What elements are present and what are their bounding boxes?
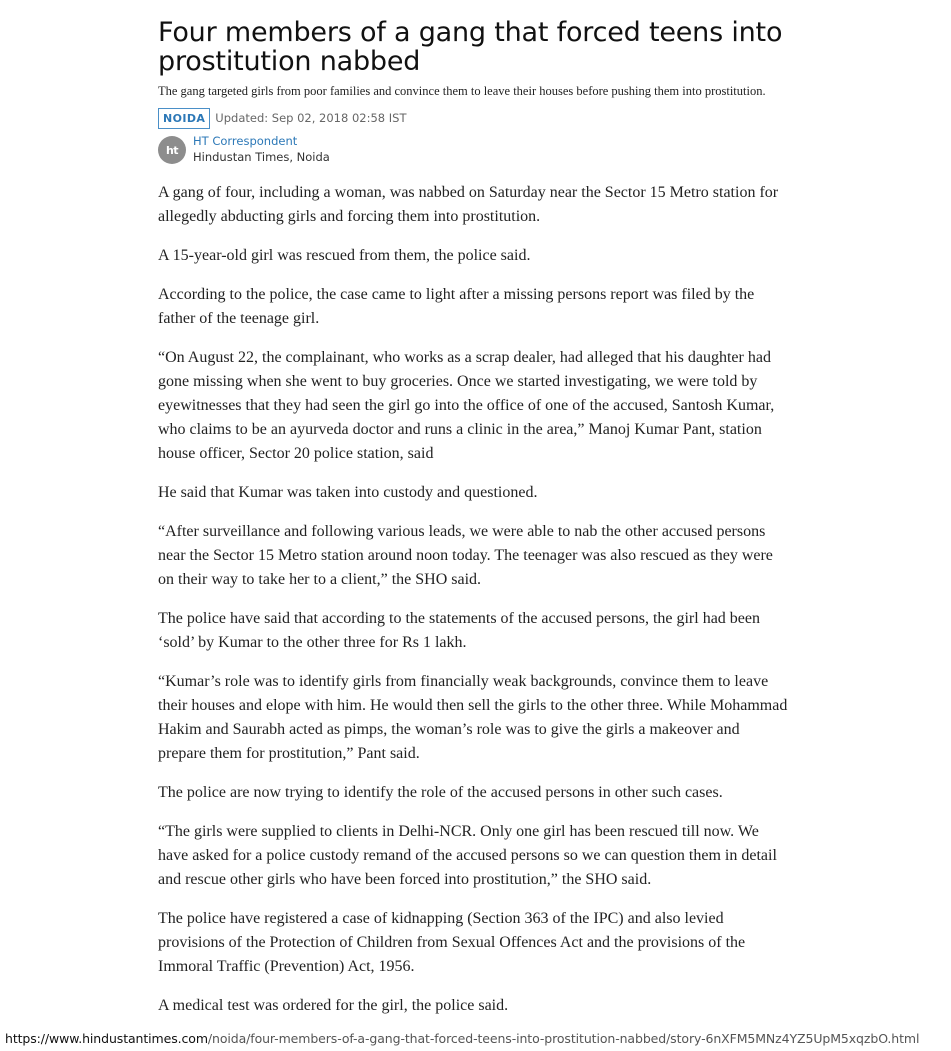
author-link[interactable]: HT Correspondent [193, 134, 298, 148]
paragraph: He said that Kumar was taken into custody and questioned. [158, 484, 538, 501]
paragraph: “The girls were supplied to clients in Delhi-NCR. Only one girl has been rescued till now. We have asked for a police custody remand of the accused persons so we can question them in detail and rescue other girls who have been forced into prostitution,” the SHO said. [158, 823, 777, 888]
url-host: https://www.hindustantimes.com [5, 1031, 208, 1046]
meta-row [158, 107, 788, 129]
paragraph: “Kumar’s role was to identify girls from financially weak backgrounds, convince them to leave their houses and elope with him. He would then sell the girls to the other three. While Mohammad Hakim and Saurabh acted as pimps, the woman’s role was to give the girls a makeover and prepare them for prostitution,” Pant said. [158, 673, 788, 762]
article-body [158, 181, 788, 1018]
byline [158, 133, 788, 165]
publication-name: Hindustan Times, Noida [193, 150, 330, 164]
paragraph: The police have registered a case of kidnapping (Section 363 of the IPC) and also levied provisions of the Protection of Children from Sexual Offences Act and the provisions of the Immoral Traffic (Prevention) Act, 1956. [158, 910, 746, 975]
paragraph: “On August 22, the complainant, who works as a scrap dealer, had alleged that his daughter had gone missing when she went to buy groceries. Once we started investigating, we were told by eyewitnesses that they had seen the girl go into the office of one of the accused, Santosh Kumar, who claims to be an ayurveda doctor and runs a clinic in the area,” Manoj Kumar Pant, station house officer, Sector 20 police station, said [158, 349, 775, 462]
section-tag-link[interactable]: NOIDA [158, 108, 210, 129]
paragraph: A medical test was ordered for the girl, the police said. [158, 997, 509, 1014]
ht-logo-avatar: ht [158, 136, 186, 164]
paragraph: According to the police, the case came to light after a missing persons report was filed by the father of the teenage girl. [158, 286, 755, 327]
paragraph: The police have said that according to the statements of the accused persons, the girl had been ‘sold’ by Kumar to the other three for Rs 1 lakh. [158, 610, 761, 651]
headline: Four members of a gang that forced teens into prostitution nabbed [158, 17, 783, 77]
url-path: /noida/four-members-of-a-gang-that-forced-teens-into-prostitution-nabbed/story-6nXFM5MNz4YZ5UpM5xqzbO.html [207, 1031, 920, 1046]
standfirst: The gang targeted girls from poor families and convince them to leave their houses before pushing them into prostitution. [158, 84, 766, 98]
paragraph: A gang of four, including a woman, was nabbed on Saturday near the Sector 15 Metro station for allegedly abducting girls and forcing them into prostitution. [158, 184, 779, 225]
page-url[interactable] [5, 1031, 919, 1046]
byline-text [193, 133, 330, 165]
paragraph: A 15-year-old girl was rescued from them, the police said. [158, 247, 531, 264]
paragraph: The police are now trying to identify the role of the accused persons in other such cases. [158, 784, 723, 801]
article [158, 18, 788, 1033]
updated-timestamp: Updated: Sep 02, 2018 02:58 IST [215, 111, 407, 125]
paragraph: “After surveillance and following various leads, we were able to nab the other accused persons near the Sector 15 Metro station around noon today. The teenager was also rescued as they were on their way to take her to a client,” the SHO said. [158, 523, 773, 588]
